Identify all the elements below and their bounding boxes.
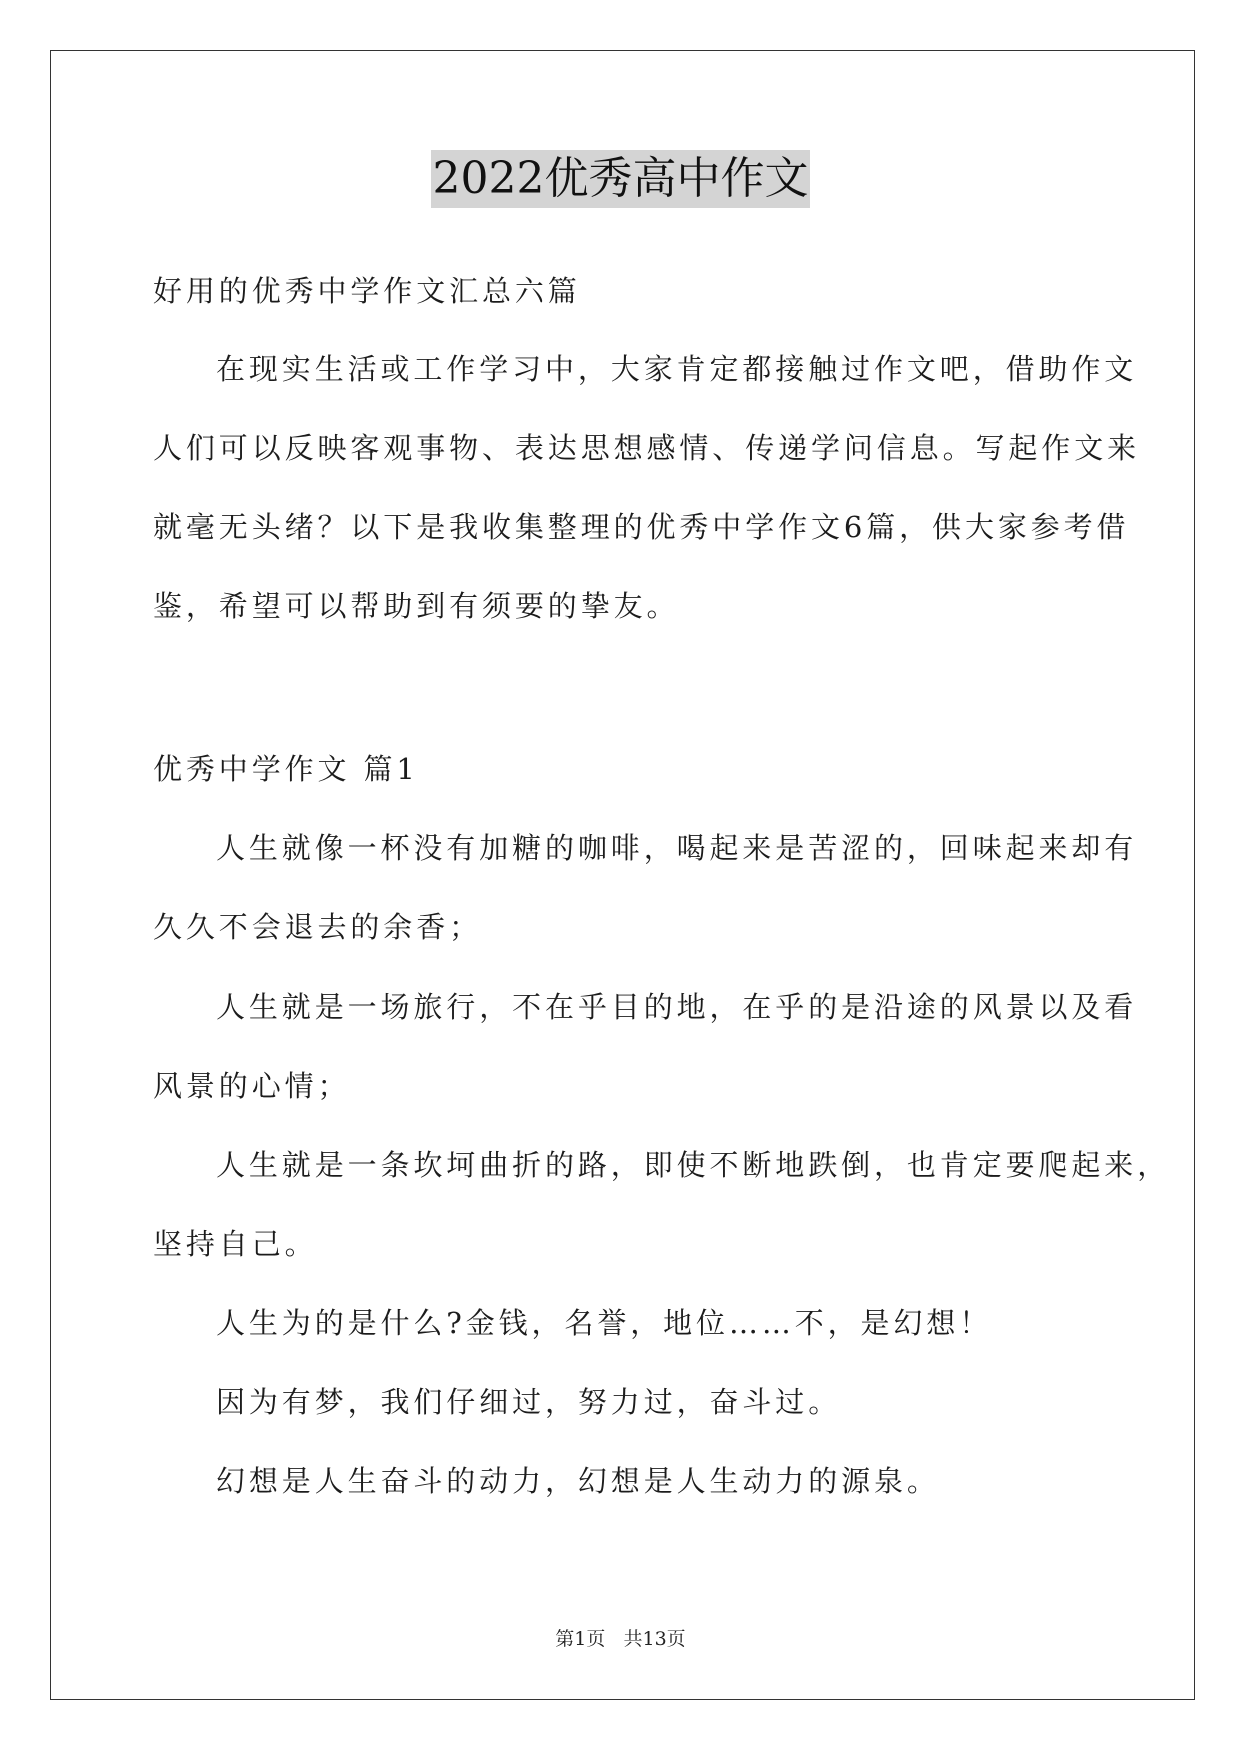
paragraph-line: 人生就是一场旅行，不在乎目的地，在乎的是沿途的风景以及看 [216, 990, 1138, 1024]
paragraph-line: 幻想是人生奋斗的动力，幻想是人生动力的源泉。 [216, 1464, 940, 1498]
paragraph-line: 人生就像一杯没有加糖的咖啡，喝起来是苦涩的，回味起来却有 [216, 831, 1138, 865]
intro-line-1: 在现实生活或工作学习中，大家肯定都接触过作文吧，借助作文 [216, 352, 1138, 386]
title-container [0, 150, 1241, 208]
page-title: 2022优秀高中作文 [431, 150, 811, 208]
intro-line-4: 鉴，希望可以帮助到有须要的挚友。 [153, 589, 680, 623]
paragraph-line: 人生为的是什么?金钱，名誉，地位……不，是幻想！ [216, 1306, 993, 1340]
section-heading: 优秀中学作文 篇1 [153, 752, 419, 786]
page-footer: 第1页 共13页 [555, 1628, 686, 1650]
paragraph-line: 坚持自己。 [153, 1227, 318, 1261]
paragraph-line: 风景的心情； [153, 1069, 351, 1103]
paragraph-line: 因为有梦，我们仔细过，努力过，奋斗过。 [216, 1385, 842, 1419]
intro-line-3: 就毫无头绪？以下是我收集整理的优秀中学作文6篇，供大家参考借 [153, 510, 1130, 544]
paragraph-line: 人生就是一条坎坷曲折的路，即使不断地跌倒，也肯定要爬起来， [216, 1148, 1171, 1182]
subtitle: 好用的优秀中学作文汇总六篇 [153, 274, 581, 308]
paragraph-line: 久久不会退去的余香； [153, 910, 483, 944]
intro-line-2: 人们可以反映客观事物、表达思想感情、传递学问信息。写起作文来 [153, 431, 1141, 465]
